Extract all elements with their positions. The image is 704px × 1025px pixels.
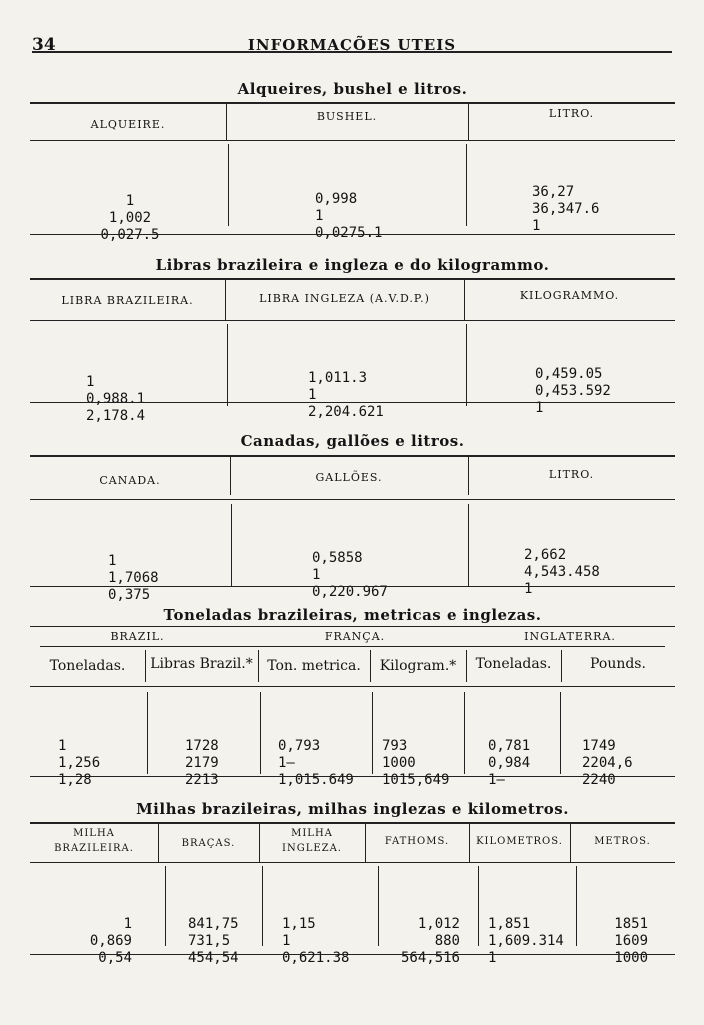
- column-header: Kilogram.*: [379, 658, 457, 674]
- column-divider: [372, 692, 373, 774]
- table-rule: [30, 102, 675, 104]
- column-divider: [231, 504, 232, 586]
- table-rule: [30, 140, 675, 141]
- column-header: LITRO.: [548, 468, 595, 481]
- table-cell: 1 1,7068 0,375: [108, 553, 159, 603]
- table-rule: [30, 402, 675, 403]
- table-rule: [30, 686, 675, 687]
- column-header: KILOMETROS.: [476, 836, 563, 847]
- table-milhas: [30, 800, 675, 966]
- table-toneladas: [30, 606, 675, 786]
- table-title: Milhas brazileiras, milhas inglezas e kilometros.: [136, 800, 569, 818]
- table-cell: 0,5858 1 0,220.967: [312, 550, 388, 600]
- column-header: LIBRA INGLEZA (A.V.D.P.): [259, 292, 430, 305]
- column-header: ALQUEIRE.: [90, 118, 166, 131]
- table-cell: 841,75 731,5 454,54: [188, 916, 239, 966]
- table-cell: 0,459.05 0,453.592 1: [535, 366, 611, 416]
- column-divider: [466, 324, 467, 406]
- table-cell: 1,15 1 0,621.38: [282, 916, 350, 966]
- table-alqueires: [30, 80, 675, 243]
- column-header: METROS.: [594, 836, 651, 847]
- table-title: Libras brazileira e ingleza e do kilogrammo.: [155, 256, 550, 274]
- column-header: KILOGRAMMO.: [519, 289, 620, 302]
- table-cell: 1,012 880 564,516: [400, 916, 460, 966]
- table-rule: [30, 776, 675, 777]
- group-header: INGLATERRA.: [524, 630, 616, 643]
- table-cell: 1,851 1,609.314 1: [488, 916, 564, 966]
- column-header: Pounds.: [590, 656, 646, 672]
- table-rule: [30, 626, 675, 627]
- table-cell: 1 1,256 1,28: [58, 738, 101, 788]
- table-title: Toneladas brazileiras, metricas e inglezas.: [163, 606, 542, 624]
- column-header: LIBRA BRAZILEIRA.: [61, 294, 194, 307]
- table-rule: [30, 278, 675, 280]
- table-cell: 1728 2179 2213: [185, 738, 219, 788]
- column-divider: [227, 324, 228, 406]
- group-header: FRANÇA.: [324, 630, 386, 643]
- column-header: Toneladas.: [475, 656, 552, 672]
- table-cell: 793 1000 1015,649: [382, 738, 450, 788]
- table-libras: [30, 256, 675, 424]
- table-rule: [30, 320, 675, 321]
- column-header: Ton. metrica.: [267, 658, 361, 674]
- table-cell: 1851 1609 1000: [614, 916, 648, 966]
- header-rule: [32, 51, 672, 53]
- table-rule: [30, 234, 675, 235]
- table-cell: 2,662 4,543.458 1: [524, 547, 600, 597]
- table-cell: 1 0,869 0,54: [89, 916, 132, 966]
- column-divider: [464, 692, 465, 774]
- table-cell: 0,998 1 0,0275.1: [315, 191, 383, 241]
- table-cell: 0,781 0,984 1—: [488, 738, 531, 788]
- table-rule: [30, 455, 675, 457]
- table-title: Canadas, gallões e litros.: [240, 432, 465, 450]
- page-number: 34: [32, 35, 56, 55]
- column-header: LITRO.: [548, 107, 595, 120]
- column-header: BRAÇAS.: [181, 838, 236, 849]
- column-divider: [147, 692, 148, 774]
- table-cell: 1749 2204,6 2240: [582, 738, 633, 788]
- column-divider: [260, 692, 261, 774]
- column-header: Toneladas.: [49, 658, 126, 674]
- column-divider: [478, 866, 479, 946]
- table-rule: [30, 954, 675, 955]
- column-header: GALLÕES.: [315, 471, 383, 484]
- column-divider: [468, 504, 469, 586]
- table-cell: 1,011.3 1 2,204.621: [308, 370, 384, 420]
- table-cell: 1 0,988.1 2,178.4: [86, 374, 146, 424]
- table-cell: 0,793 1— 1,015.649: [278, 738, 354, 788]
- table-rule: [30, 499, 675, 500]
- table-cell: 36,27 36,347.6 1: [532, 184, 600, 234]
- column-divider: [560, 692, 561, 774]
- table-cell: 1 1,002 0,027.5: [100, 193, 160, 243]
- column-divider: [228, 144, 229, 226]
- table-rule: [30, 586, 675, 587]
- table-title: Alqueires, bushel e litros.: [237, 80, 468, 98]
- column-header: MILHA BRAZILEIRA.: [54, 828, 134, 854]
- column-divider: [466, 144, 467, 226]
- column-divider: [378, 866, 379, 946]
- column-header: FATHOMS.: [384, 836, 450, 847]
- column-divider: [165, 866, 166, 946]
- column-header: Libras Brazil.*: [150, 656, 253, 672]
- column-header: BUSHEL.: [316, 110, 378, 123]
- running-title: INFORMAÇÕES UTEIS: [247, 36, 457, 54]
- group-header: BRAZIL.: [110, 630, 165, 643]
- column-header: CANADA.: [99, 474, 161, 487]
- column-divider: [576, 866, 577, 946]
- table-rule: [30, 822, 675, 824]
- column-divider: [262, 866, 263, 946]
- table-canadas: [30, 432, 675, 603]
- group-rule: [40, 646, 665, 647]
- column-header: MILHA INGLEZA.: [282, 828, 342, 854]
- table-rule: [30, 862, 675, 863]
